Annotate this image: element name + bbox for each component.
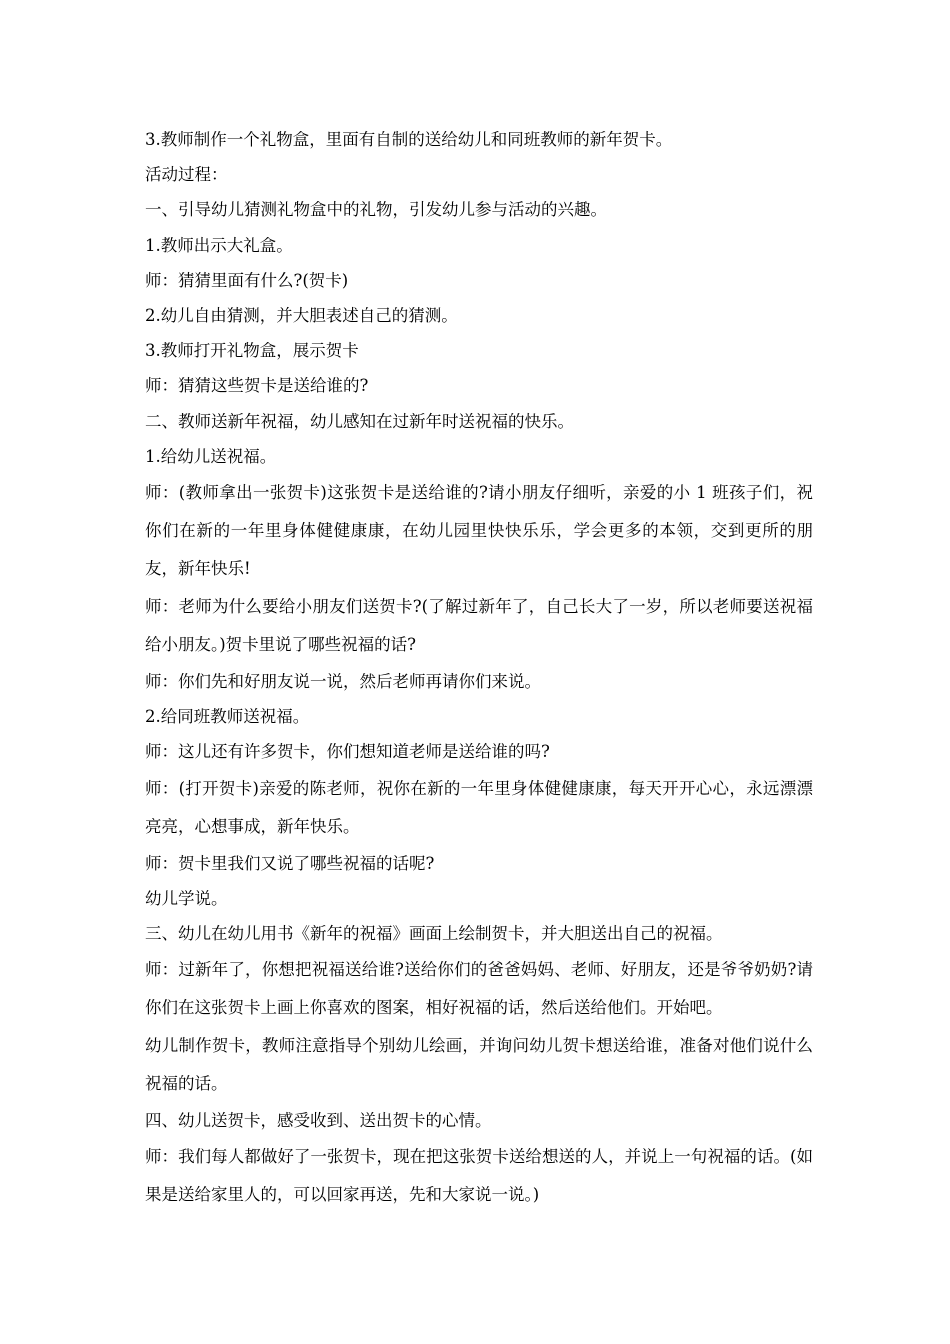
paragraph-teacher-line: 师：你们先和好朋友说一说，然后老师再请你们来说。: [145, 672, 541, 692]
section-heading-activity-process: 活动过程：: [145, 165, 228, 185]
paragraph-teacher-line: 师：(教师拿出一张贺卡)这张贺卡是送给谁的?请小朋友仔细听，亲爱的小 1 班孩子们，祝你们在新的一年里身体健健康康，在幼儿园里快快乐乐，学会更多的本领，交到更所的朋友，新年快乐!: [145, 483, 813, 579]
paragraph-teacher-line: 师：猜猜这些贺卡是送给谁的?: [145, 376, 369, 396]
paragraph-teacher-line: 师：贺卡里我们又说了哪些祝福的话呢?: [145, 853, 435, 873]
paragraph-teacher-line: 师：这儿还有许多贺卡，你们想知道老师是送给谁的吗?: [145, 742, 550, 762]
step-heading-1: 一、引导幼儿猜测礼物盒中的礼物，引发幼儿参与活动的兴趣。: [145, 200, 607, 220]
paragraph-teacher-line: 师：猜猜里面有什么?(贺卡): [145, 270, 349, 290]
paragraph-materials-3: 3.教师制作一个礼物盒，里面有自制的送给幼儿和同班教师的新年贺卡。: [145, 130, 673, 149]
step-heading-2: 二、教师送新年祝福，幼儿感知在过新年时送祝福的快乐。: [145, 411, 574, 431]
paragraph-child-line: 幼儿学说。: [145, 888, 228, 908]
paragraph-step1-1: 1.教师出示大礼盒。: [145, 235, 293, 255]
paragraph-step2-1: 1.给幼儿送祝福。: [145, 446, 277, 466]
paragraph-step1-3: 3.教师打开礼物盒，展示贺卡: [145, 341, 359, 361]
paragraph-teacher-line: 师：过新年了，你想把祝福送给谁?送给你们的爸爸妈妈、老师、好朋友，还是爷爷奶奶?请你们在这张贺卡上画上你喜欢的图案，相好祝福的话，然后送给他们。开始吧。: [145, 960, 813, 1018]
step-heading-3: 三、幼儿在幼儿用书《新年的祝福》画面上绘制贺卡，并大胆送出自己的祝福。: [145, 924, 723, 944]
paragraph-child-activity: 幼儿制作贺卡，教师注意指导个别幼儿绘画，并询问幼儿贺卡想送给谁，准备对他们说什么祝福的话。: [145, 1036, 813, 1094]
paragraph-teacher-line: 师：老师为什么要给小朋友们送贺卡?(了解过新年了，自己长大了一岁，所以老师要送祝福给小朋友。)贺卡里说了哪些祝福的话?: [145, 597, 813, 655]
paragraph-teacher-line: 师：(打开贺卡)亲爱的陈老师，祝你在新的一年里身体健健康康，每天开开心心，永远漂漂亮亮，心想事成，新年快乐。: [145, 778, 813, 836]
step-heading-4: 四、幼儿送贺卡，感受收到、送出贺卡的心情。: [145, 1111, 492, 1131]
paragraph-step2-2: 2.给同班教师送祝福。: [145, 707, 310, 727]
paragraph-teacher-line: 师：我们每人都做好了一张贺卡，现在把这张贺卡送给想送的人，并说上一句祝福的话。(如果是送给家里人的，可以回家再送，先和大家说一说。): [145, 1147, 813, 1205]
paragraph-step1-2: 2.幼儿自由猜测，并大胆表述自己的猜测。: [145, 306, 458, 326]
document-body: [145, 122, 813, 1214]
